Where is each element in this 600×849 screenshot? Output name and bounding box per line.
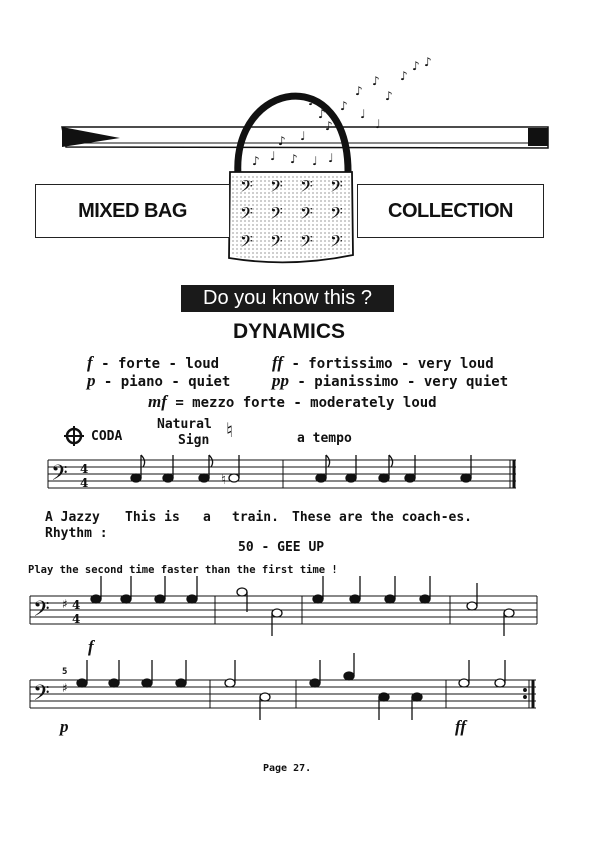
- dynamic-mark-f: f: [88, 637, 94, 656]
- svg-text:𝄢: 𝄢: [300, 176, 313, 200]
- dynamic-symbol: mf: [148, 392, 167, 411]
- collection-label: [357, 184, 544, 238]
- svg-text:4: 4: [80, 476, 89, 490]
- svg-text:𝄢: 𝄢: [270, 203, 283, 227]
- svg-text:♪: ♪: [290, 152, 298, 166]
- dynamic-text: - fortissimo - very loud: [283, 356, 494, 372]
- svg-text:♪: ♪: [318, 107, 326, 121]
- svg-text:𝄢: 𝄢: [33, 597, 50, 627]
- svg-text:♪: ♪: [252, 154, 260, 168]
- svg-text:𝄢: 𝄢: [300, 231, 313, 255]
- dynamic-symbol: f: [87, 353, 93, 372]
- svg-text:𝄢: 𝄢: [330, 176, 343, 200]
- svg-text:♪: ♪: [325, 119, 333, 133]
- section-title: DYNAMICS: [232, 320, 345, 343]
- svg-text:♪: ♪: [424, 55, 432, 69]
- svg-text:♪: ♪: [355, 84, 363, 98]
- page-number: Page 27.: [263, 763, 312, 774]
- svg-text:♩: ♩: [360, 107, 366, 121]
- svg-text:♪: ♪: [340, 99, 348, 113]
- dynamic-text: - pianissimo - very quiet: [289, 374, 509, 390]
- svg-text:♪: ♪: [278, 134, 286, 148]
- svg-text:♩: ♩: [328, 151, 334, 165]
- dynamic-fortissimo: [272, 353, 494, 373]
- svg-text:♯: ♯: [62, 681, 68, 695]
- svg-text:4: 4: [72, 612, 81, 626]
- svg-text:♩: ♩: [308, 94, 314, 108]
- svg-text:𝄢: 𝄢: [240, 203, 253, 227]
- dynamic-pianissimo: [272, 371, 508, 391]
- svg-text:♮: ♮: [221, 472, 227, 488]
- banner-text: Do you know this ?: [203, 287, 372, 309]
- dynamic-mark-ff: ff: [455, 717, 467, 736]
- lyric-word-3: train.: [232, 510, 279, 525]
- svg-text:𝄢: 𝄢: [270, 176, 283, 200]
- svg-text:𝄢: 𝄢: [51, 461, 68, 491]
- svg-text:♯: ♯: [62, 597, 68, 611]
- lyric-word-1: This is: [125, 510, 180, 525]
- dynamic-text: - forte - loud: [92, 356, 220, 372]
- mixed-bag-text: MIXED BAG: [78, 199, 187, 222]
- dynamic-text: = mezzo forte - moderately loud: [166, 395, 437, 411]
- dynamic-mezzo-forte: [148, 392, 437, 412]
- mixed-bag-label: [35, 184, 230, 238]
- quiz-banner: [181, 285, 394, 312]
- measure-number: 5: [62, 667, 68, 677]
- dynamic-symbol: p: [87, 371, 96, 390]
- svg-text:𝄢: 𝄢: [240, 176, 253, 200]
- svg-text:𝄢: 𝄢: [270, 231, 283, 255]
- svg-text:𝄢: 𝄢: [330, 231, 343, 255]
- piece-instruction: Play the second time faster than the first time !: [28, 564, 338, 576]
- svg-text:♩: ♩: [300, 129, 306, 143]
- svg-text:♩: ♩: [375, 117, 381, 131]
- dynamic-symbol: ff: [272, 353, 284, 372]
- a-tempo-label: a tempo: [297, 431, 352, 446]
- jazzy-label-1: A Jazzy: [45, 510, 100, 525]
- svg-text:𝄢: 𝄢: [330, 203, 343, 227]
- natural-label-2: Sign: [178, 433, 210, 448]
- natural-label-1: Natural: [157, 417, 212, 432]
- lyric-word-2: a: [203, 510, 211, 525]
- svg-text:4: 4: [72, 598, 81, 612]
- svg-text:♪: ♪: [372, 74, 380, 88]
- piece-title: 50 - GEE UP: [238, 540, 325, 555]
- svg-text:♪: ♪: [412, 59, 420, 73]
- dynamic-symbol: pp: [272, 371, 289, 390]
- dynamic-text: - piano - quiet: [95, 374, 231, 390]
- svg-text:♪: ♪: [385, 89, 393, 103]
- svg-text:𝄢: 𝄢: [300, 203, 313, 227]
- svg-text:♪: ♪: [400, 69, 408, 83]
- jazzy-label-2: Rhythm :: [45, 526, 108, 541]
- collection-text: COLLECTION: [388, 199, 513, 222]
- svg-text:𝄢: 𝄢: [240, 231, 253, 255]
- svg-text:♩: ♩: [312, 154, 318, 168]
- svg-text:𝄢: 𝄢: [33, 681, 50, 711]
- svg-text:4: 4: [80, 462, 89, 476]
- lyric-word-4: These are the coach-es.: [292, 510, 473, 525]
- dynamic-mark-p: p: [60, 717, 69, 736]
- svg-text:♩: ♩: [270, 149, 276, 163]
- coda-label: CODA: [91, 429, 123, 444]
- dynamic-piano: [87, 371, 230, 391]
- dynamic-forte: [87, 353, 219, 373]
- natural-sign-icon: ♮: [226, 418, 234, 442]
